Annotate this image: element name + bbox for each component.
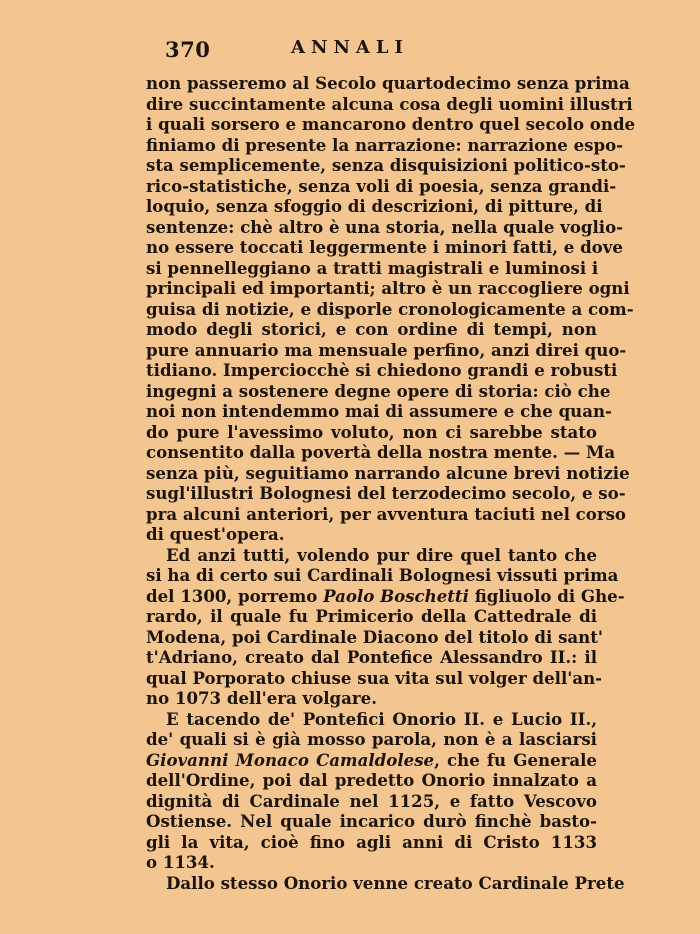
text-line: Ostiense. Nel quale incarico durò finchè basto-: [146, 811, 597, 831]
text-line: non passeremo al Secolo quartodecimo senza prima: [146, 73, 630, 93]
text-line: no 1073 dell'era volgare.: [146, 688, 377, 708]
text-line: principali ed importanti; altro è un raccogliere ogni: [146, 278, 630, 298]
text-line: de' quali si è già mosso parola, non è a lasciarsi: [146, 729, 597, 749]
text-line: [146, 750, 597, 771]
text-line: qual Porporato chiuse sua vita sul volger dell'an-: [146, 667, 603, 688]
text-line: gli la vita, cioè fino agli anni di Cristo 1133: [146, 831, 597, 852]
text-line: si ha di certo sui Cardinali Bolognesi vissuti prima: [146, 565, 619, 585]
text-line: no essere toccati leggermente i minori fatti, e dove: [146, 237, 623, 257]
text-line: sugl'illustri Bolognesi del terzodecimo secolo, e so-: [146, 483, 626, 503]
text-line: do pure l'avessimo voluto, non ci sarebbe stato: [146, 421, 597, 442]
text-line: Dallo stesso Onorio venne creato Cardinale Prete: [166, 872, 625, 893]
text-run: figliuolo di Ghe-: [474, 585, 625, 606]
person-name: Giovanni Monaco Camaldolese: [146, 749, 435, 770]
text-line: si pennelleggiano a tratti magistrali e luminosi i: [146, 257, 599, 278]
text-line: sta semplicemente, senza disquisizioni politico-sto-: [146, 155, 626, 175]
text-line: consentito dalla povertà della nostra mente. — Ma: [146, 442, 616, 462]
text-line: sentenze: chè altro è una storia, nella quale voglio-: [146, 216, 624, 237]
text-line: dire succintamente alcuna cosa degli uomini illustri: [146, 93, 633, 114]
text-line: Ed anzi tutti, volendo pur dire quel tanto che: [166, 544, 597, 565]
text-line: t'Adriano, creato dal Pontefice Alessandro II.: il: [146, 647, 597, 667]
text-line: dell'Ordine, poi dal predetto Onorio innalzato a: [146, 770, 597, 790]
running-title: ANNALI: [291, 37, 409, 58]
text-line: finiamo di presente la narrazione: narrazione espo-: [146, 134, 624, 155]
text-line: dignità di Cardinale nel 1125, e fatto Vescovo: [146, 790, 597, 811]
body-text: [146, 73, 636, 893]
text-line: ingegni a sostenere degne opere di storia: ciò che: [146, 380, 611, 401]
text-line: i quali sorsero e mancarono dentro quel secolo onde: [146, 114, 636, 134]
text-line: tidiano. Imperciocchè si chiedono grandi e robusti: [146, 360, 618, 380]
text-run: del 1300, porremo: [146, 585, 318, 606]
text-line: [146, 585, 625, 607]
text-line: guisa di notizie, e disporle cronologicamente a com-: [146, 298, 634, 319]
text-line: Modena, poi Cardinale Diacono del titolo di sant': [146, 626, 603, 647]
person-name: Paolo Boschetti: [323, 585, 469, 606]
text-line: noi non intendemmo mai di assumere e che quan-: [146, 401, 612, 421]
text-line: pra alcuni anteriori, per avventura taciuti nel corso: [146, 503, 626, 524]
text-line: rico-statistiche, senza voli di poesia, senza grandi-: [146, 175, 617, 196]
text-run: , che fu Generale: [434, 749, 597, 770]
text-line: pure annuario ma mensuale perfino, anzi direi quo-: [146, 339, 627, 360]
text-line: E tacendo de' Pontefici Onorio II. e Lucio II.,: [166, 708, 597, 729]
page-number: 370: [165, 37, 211, 62]
text-line: rardo, il quale fu Primicerio della Cattedrale di: [146, 606, 597, 626]
text-line: di quest'opera.: [146, 524, 285, 544]
text-line: loquio, senza sfoggio di descrizioni, di pitture, di: [146, 196, 603, 216]
text-line: o 1134.: [146, 852, 215, 872]
text-line: modo degli storici, e con ordine di tempi, non: [146, 319, 597, 339]
text-line: senza più, seguitiamo narrando alcune brevi notizie: [146, 462, 630, 483]
